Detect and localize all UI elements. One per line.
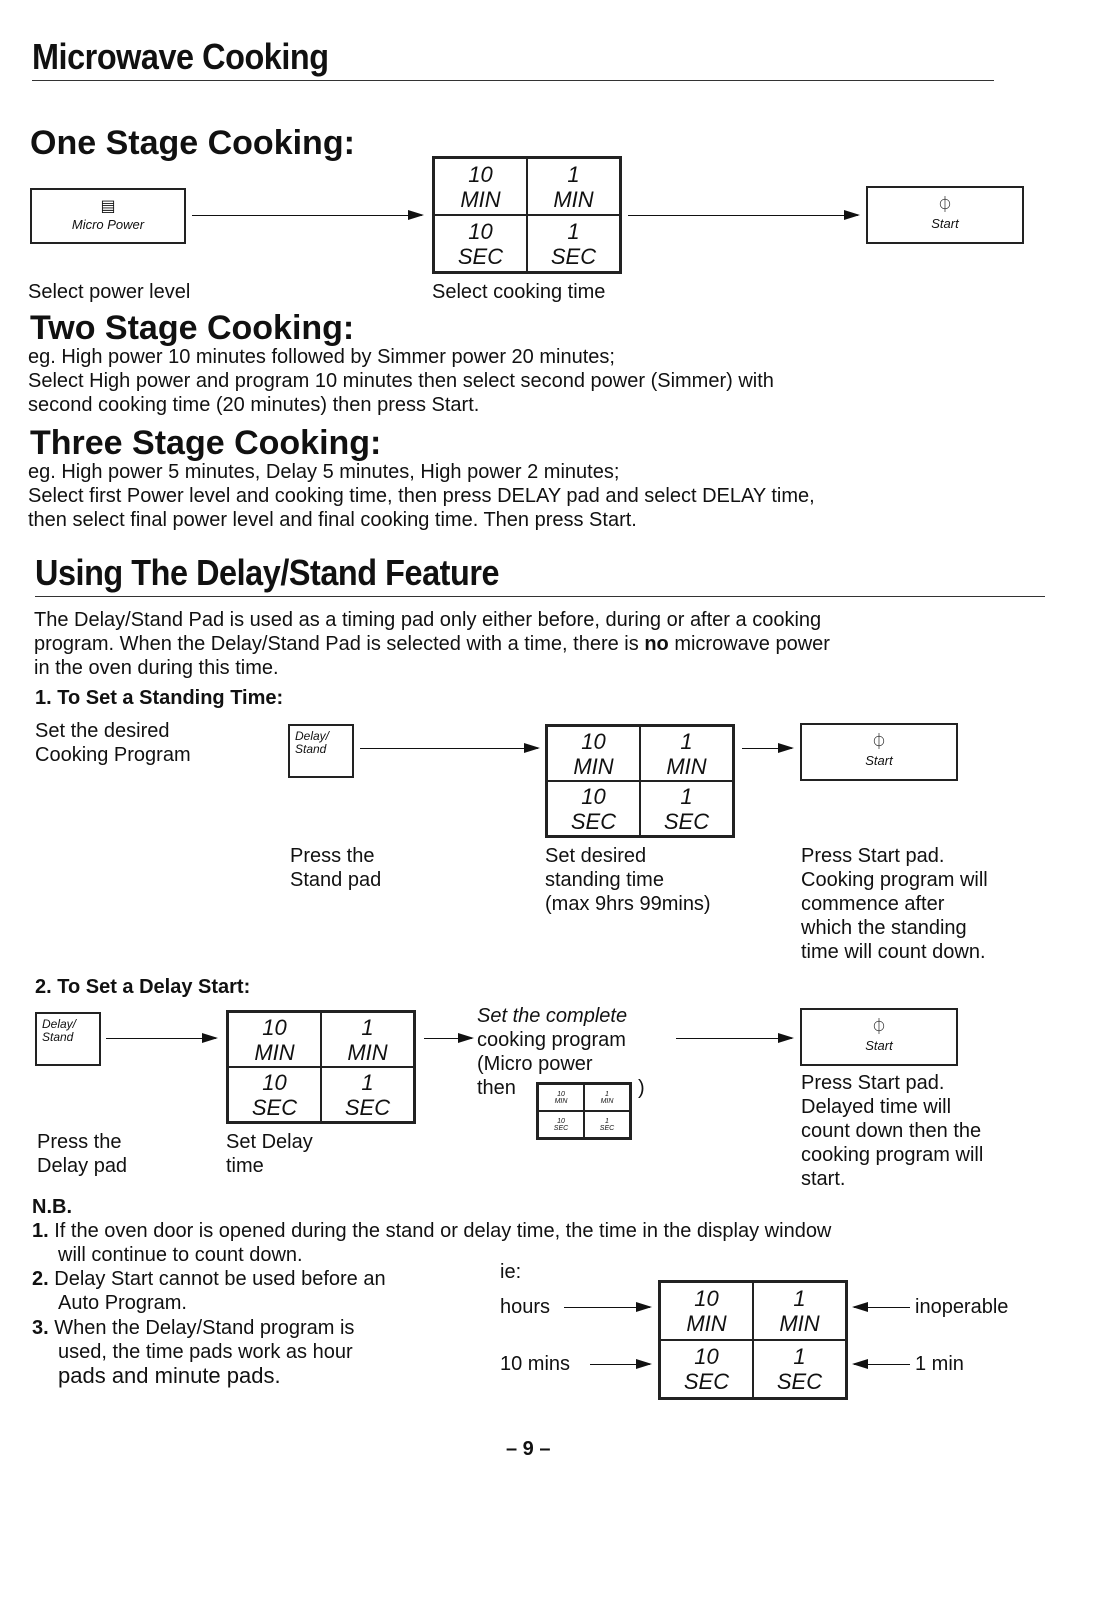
arrow-time-to-program	[424, 1038, 472, 1039]
arrow-program-to-start	[676, 1038, 792, 1039]
micro-power-pad[interactable]	[30, 188, 186, 244]
pad-1-min[interactable]: 1 MIN	[753, 1282, 846, 1340]
delay-complete-program: Set the complete cooking program (Micro power then	[477, 1005, 628, 1099]
two-stage-text: eg. High power 10 minutes followed by Simmer power 20 minutes; Select High power and program 10 minutes then select second power (Simmer) with second cooking time (20 minutes) then press Start.	[28, 346, 774, 416]
pad-10-sec[interactable]: 10 SEC	[547, 781, 640, 836]
pad-10-sec[interactable]: 10 SEC	[434, 215, 527, 272]
standing-press-stand: Press the Stand pad	[290, 845, 382, 891]
delay-start-heading: 2. To Set a Delay Start:	[35, 976, 251, 998]
arrow-10-mins	[590, 1364, 650, 1365]
start-label: Start	[931, 216, 959, 231]
delay-press-delay: Press the Delay pad	[37, 1131, 128, 1177]
label-1-min: 1 min	[915, 1353, 964, 1375]
delay-stand-intro: The Delay/Stand Pad is used as a timing pad only either before, during or after a cooking program. When the Delay/Stand Pad is selected with a time, there is no microwave power in the oven during this time.	[34, 609, 830, 679]
pad-10-min[interactable]: 10 MIN	[547, 726, 640, 781]
start-icon: ⏀	[870, 1019, 887, 1036]
delay-stand-heading: Using The Delay/Stand Feature	[35, 552, 500, 593]
three-stage-heading: Three Stage Cooking:	[30, 424, 382, 462]
pad-1-sec[interactable]: 1 SEC	[753, 1340, 846, 1398]
caption-time: Select cooking time	[432, 281, 606, 303]
micro-power-icon: ▤	[100, 198, 116, 215]
standing-time-grid	[545, 724, 735, 838]
note-1: 1. If the oven door is opened during the stand or delay time, the time in the display window will continue to count down.	[32, 1220, 832, 1266]
pad-1-sec[interactable]: 1 SEC	[527, 215, 620, 272]
mini-grid-close: )	[638, 1077, 645, 1099]
arrow-time-to-start	[742, 748, 792, 749]
delay-time-grid	[226, 1010, 416, 1124]
start-icon: ⏀	[870, 734, 887, 751]
title-rule	[32, 80, 994, 81]
note-ie: ie:	[500, 1261, 522, 1283]
arrow-inoperable	[854, 1307, 910, 1308]
delay-set-delay-time: Set Delay time	[226, 1131, 313, 1177]
one-stage-time-grid	[432, 156, 622, 274]
arrow-1-min	[854, 1364, 910, 1365]
notes-time-grid	[658, 1280, 848, 1400]
note-2: 2. Delay Start cannot be used before an Auto Program.	[32, 1268, 386, 1314]
micro-power-label: Micro Power	[71, 217, 145, 232]
label-inoperable: inoperable	[915, 1296, 1009, 1318]
note-3: 3. When the Delay/Stand program is used, the time pads work as hour pads and minute pads.	[32, 1317, 355, 1388]
standing-press-start: Press Start pad. Cooking program will commence after which the standing time will count down.	[801, 845, 988, 963]
pad-1-sec[interactable]: 1 SEC	[640, 781, 733, 836]
start-pad[interactable]	[866, 186, 1024, 244]
arrow-delay-to-time	[106, 1038, 216, 1039]
pad-1-min[interactable]: 1 MIN	[527, 158, 620, 215]
standing-heading: 1. To Set a Standing Time:	[35, 687, 284, 709]
page-title: Microwave Cooking	[32, 36, 329, 77]
mini-time-grid: 10 MIN 1 MIN 10 SEC 1 SEC	[536, 1082, 632, 1140]
label-hours: hours	[500, 1296, 551, 1318]
notes-heading: N.B.	[32, 1196, 72, 1218]
standing-set-time: Set desired standing time (max 9hrs 99mins)	[545, 845, 711, 915]
delay-delay-stand-pad[interactable]: Delay/ Stand	[35, 1012, 101, 1066]
two-stage-heading: Two Stage Cooking:	[30, 309, 355, 347]
delay-stand-rule	[35, 596, 1045, 597]
pad-10-sec[interactable]: 10 SEC	[228, 1067, 321, 1122]
pad-10-min[interactable]: 10 MIN	[660, 1282, 753, 1340]
caption-power: Select power level	[28, 281, 191, 303]
delay-start-pad[interactable]: ⏀ Start	[800, 1008, 958, 1066]
arrow-stand-to-time	[360, 748, 538, 749]
standing-delay-stand-pad[interactable]: Delay/ Stand	[288, 724, 354, 778]
page-number: – 9 –	[506, 1438, 551, 1460]
arrow-hours	[564, 1307, 650, 1308]
start-icon: ⏀	[936, 197, 953, 214]
pad-10-min[interactable]: 10 MIN	[434, 158, 527, 215]
label-10-mins: 10 mins	[500, 1353, 571, 1375]
standing-set-program: Set the desired Cooking Program	[35, 720, 191, 766]
arrow-power-to-time	[192, 215, 422, 216]
arrow-time-to-start	[628, 215, 858, 216]
pad-10-min[interactable]: 10 MIN	[228, 1012, 321, 1067]
pad-1-sec[interactable]: 1 SEC	[321, 1067, 414, 1122]
pad-1-min[interactable]: 1 MIN	[321, 1012, 414, 1067]
three-stage-text: eg. High power 5 minutes, Delay 5 minutes, High power 2 minutes; Select first Power level and cooking time, then press DELAY pad and select DELAY time, then select final power level and final cooking time. Then press Start.	[28, 461, 815, 531]
delay-press-start: Press Start pad. Delayed time will count down then the cooking program will start.	[801, 1072, 984, 1190]
pad-1-min[interactable]: 1 MIN	[640, 726, 733, 781]
one-stage-heading: One Stage Cooking:	[30, 124, 355, 162]
standing-start-pad[interactable]: ⏀ Start	[800, 723, 958, 781]
pad-10-sec[interactable]: 10 SEC	[660, 1340, 753, 1398]
